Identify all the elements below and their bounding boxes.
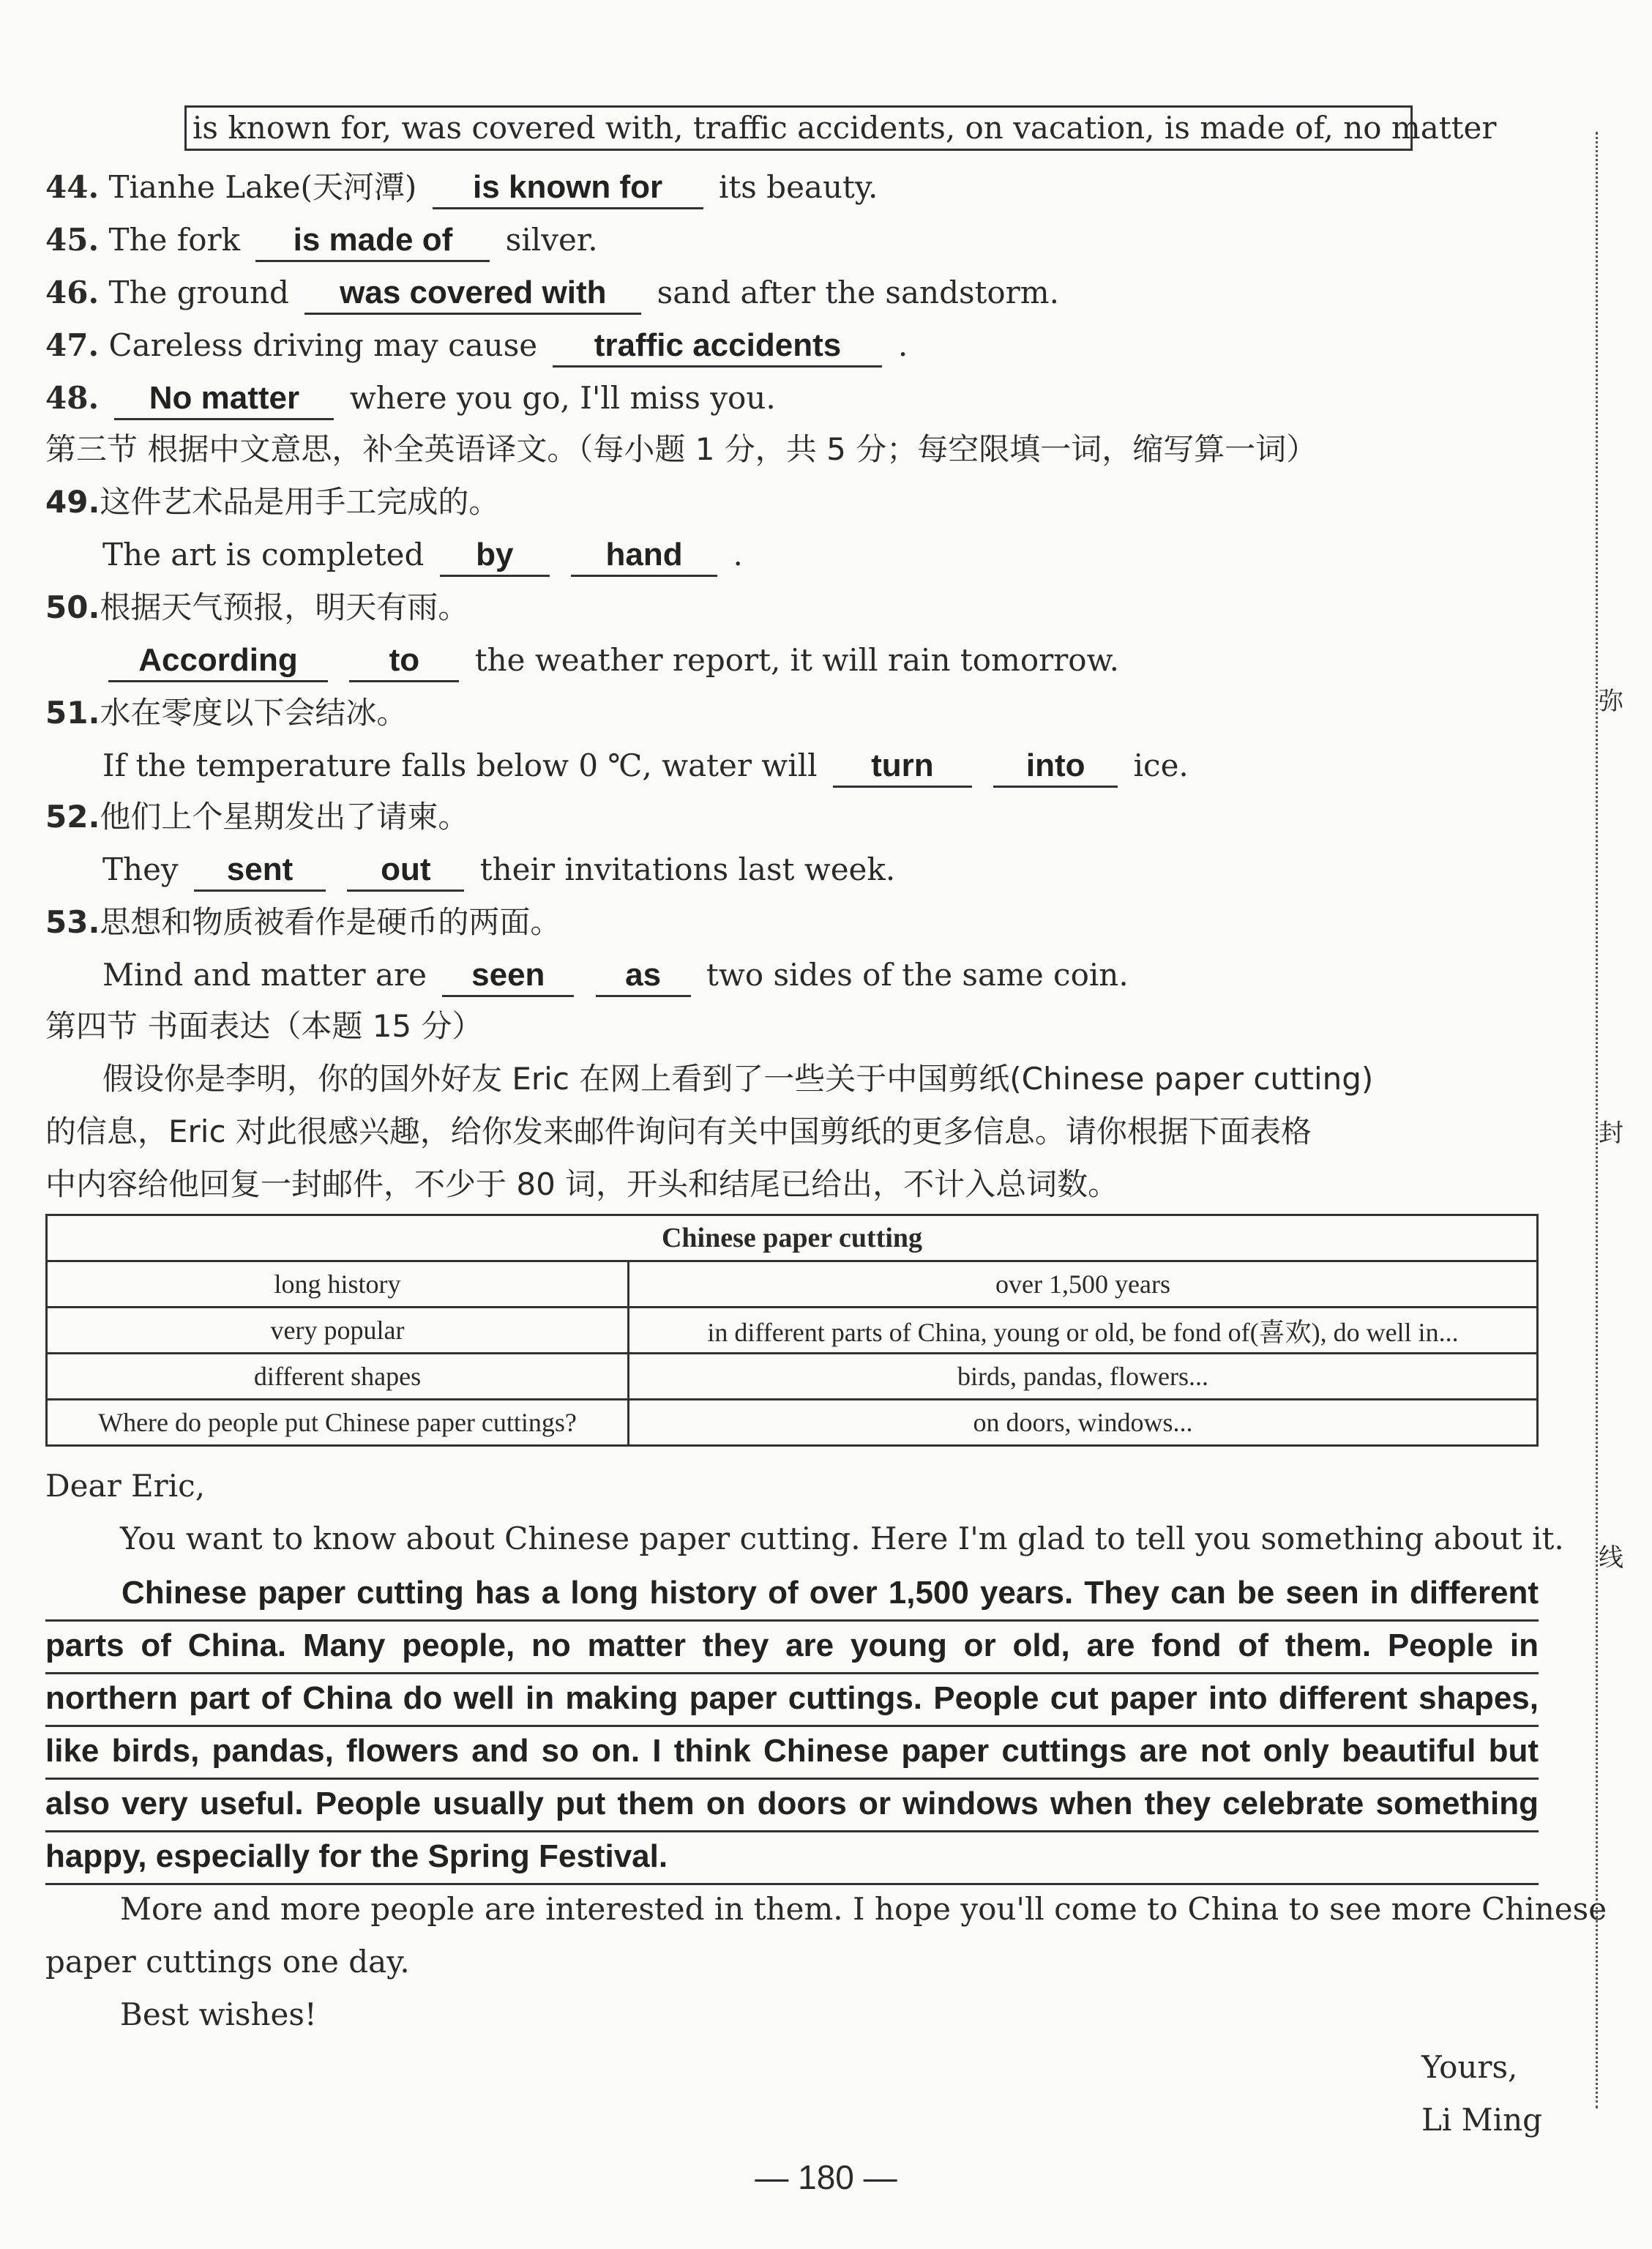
prompt-line-1: 假设你是李明，你的国外好友 Eric 在网上看到了一些关于中国剪纸(Chinese paper cutting) xyxy=(102,1061,1374,1097)
question-47: 47. Careless driving may cause traffic accidents . xyxy=(45,324,908,368)
question-52-cn: 52.他们上个星期发出了请柬。 xyxy=(45,799,469,835)
answer-44[interactable]: is known for xyxy=(433,168,703,209)
question-51-en: If the temperature falls below 0 ℃, water will turn into ice. xyxy=(102,744,1189,788)
question-48: 48. No matter where you go, I'll miss you. xyxy=(45,376,776,420)
question-46: 46. The ground was covered with sand after the sandstorm. xyxy=(45,271,1059,315)
margin-char-feng: 封 xyxy=(1599,1119,1623,1148)
letter-wishes: Best wishes! xyxy=(120,1996,317,2032)
question-50-en: According to the weather report, it will rain tomorrow. xyxy=(102,638,1119,682)
question-51-cn: 51.水在零度以下会结冰。 xyxy=(45,695,408,731)
answer-50-1[interactable]: According xyxy=(108,641,328,682)
question-49-en: The art is completed by hand . xyxy=(102,533,743,577)
answer-47[interactable]: traffic accidents xyxy=(553,326,882,368)
answer-46[interactable]: was covered with xyxy=(304,273,641,315)
letter-closing-2: paper cuttings one day. xyxy=(45,1944,410,1980)
margin-char-mi: 弥 xyxy=(1599,687,1623,716)
question-52-en: They sent out their invitations last week. xyxy=(102,848,895,892)
answer-53-2[interactable]: as xyxy=(596,955,691,997)
letter-body-answer[interactable]: Chinese paper cutting has a long history of over 1,500 years. They can be seen in different parts of China. Many people, no matter they are young or old, are fond of them. People in northern part of China do well in making paper cuttings. People cut paper into different shapes, like birds, pandas, flowers and so on. I think Chinese paper cuttings are not only beautiful but also very useful. People usually put them on doors or windows when they celebrate something happy, especially for the Spring Festival. xyxy=(45,1575,1539,1874)
answer-53-1[interactable]: seen xyxy=(442,955,574,997)
answer-49-1[interactable]: by xyxy=(440,535,550,577)
answer-51-1[interactable]: turn xyxy=(833,746,972,788)
question-44: 44. Tianhe Lake(天河潭) is known for its beauty. xyxy=(45,165,878,209)
letter-yours: Yours, xyxy=(1421,2049,1518,2085)
margin-char-xian: 线 xyxy=(1599,1543,1623,1573)
word-bank: is known for, was covered with, traffic accidents, on vacation, is made of, no matter xyxy=(184,105,1413,151)
question-49-cn: 49.这件艺术品是用手工完成的。 xyxy=(45,484,500,520)
prompt-line-2: 的信息，Eric 对此很感兴趣，给你发来邮件询问有关中国剪纸的更多信息。请你根据下面表格 xyxy=(45,1114,1312,1149)
letter-closing-1: More and more people are interested in them. I hope you'll come to China to see more Chinese xyxy=(120,1891,1607,1927)
answer-52-2[interactable]: out xyxy=(347,850,464,892)
letter-opening: You want to know about Chinese paper cutting. Here I'm glad to tell you something about it. xyxy=(120,1521,1564,1556)
question-50-cn: 50.根据天气预报，明天有雨。 xyxy=(45,589,469,625)
question-53-cn: 53.思想和物质被看作是硬币的两面。 xyxy=(45,904,561,940)
section-4-title: 第四节 书面表达（本题 15 分） xyxy=(45,1008,483,1044)
table-row: very popular in different parts of China, young or old, be fond of(喜欢), do well in... xyxy=(47,1308,1538,1354)
table-row: long history over 1,500 years xyxy=(47,1261,1538,1308)
answer-45[interactable]: is made of xyxy=(255,220,490,262)
section-3-title: 第三节 根据中文意思，补全英语译文。（每小题 1 分，共 5 分；每空限填一词，缩写算一词） xyxy=(45,431,1318,467)
letter-signature: Li Ming xyxy=(1421,2102,1543,2138)
question-53-en: Mind and matter are seen as two sides of the same coin. xyxy=(102,953,1129,997)
answer-50-2[interactable]: to xyxy=(349,641,459,682)
answer-48[interactable]: No matter xyxy=(114,378,334,420)
table-row: different shapes birds, pandas, flowers... xyxy=(47,1354,1538,1400)
table-row: Where do people put Chinese paper cuttings? on doors, windows... xyxy=(47,1400,1538,1446)
answer-52-1[interactable]: sent xyxy=(194,850,326,892)
question-45: 45. The fork is made of silver. xyxy=(45,218,598,262)
answer-51-2[interactable]: into xyxy=(993,746,1118,788)
answer-49-2[interactable]: hand xyxy=(571,535,717,577)
table-title: Chinese paper cutting xyxy=(47,1215,1538,1261)
info-table xyxy=(45,1214,1539,1447)
prompt-line-3: 中内容给他回复一封邮件，不少于 80 词，开头和结尾已给出，不计入总词数。 xyxy=(45,1166,1119,1202)
page-number: — 180 — xyxy=(755,2158,897,2196)
letter-greeting: Dear Eric, xyxy=(45,1468,206,1504)
